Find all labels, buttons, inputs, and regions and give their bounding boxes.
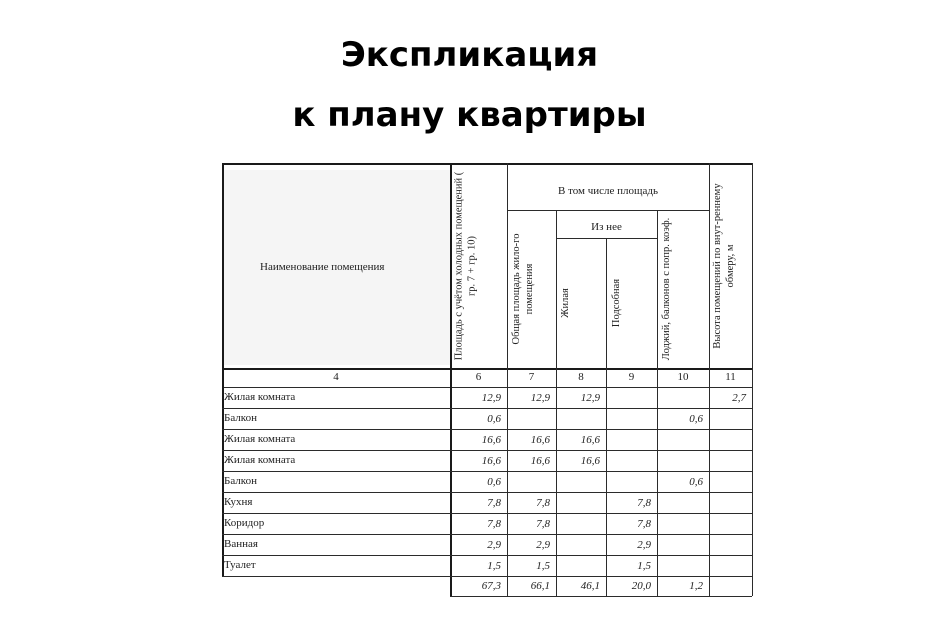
- value-cell-c7: 7,8: [536, 518, 550, 530]
- value-cell-c9: 1,5: [637, 560, 651, 572]
- room-name-cell: Коридор: [224, 517, 265, 529]
- row-separator: [222, 408, 752, 409]
- total-cell-c8: 46,1: [580, 580, 600, 592]
- row-separator: [222, 429, 752, 430]
- room-name-cell: Жилая комната: [224, 433, 296, 445]
- value-cell-c8: 12,9: [580, 392, 600, 404]
- row-separator: [222, 471, 752, 472]
- header-of-which: Из нее: [591, 221, 622, 233]
- table-top-border: [222, 163, 752, 165]
- room-name-cell: Балкон: [224, 475, 257, 487]
- column-number-7: 7: [528, 371, 535, 383]
- value-cell-c6: 7,8: [487, 518, 501, 530]
- document-title-line-2: к плану квартиры: [292, 95, 647, 135]
- value-cell-c6: 1,5: [487, 560, 501, 572]
- header-including: В том числе площадь: [557, 185, 658, 197]
- header-auxiliary: Подсобная: [610, 278, 622, 328]
- row-separator: [222, 555, 752, 556]
- value-cell-c8: 16,6: [580, 455, 600, 467]
- room-name-cell: Жилая комната: [224, 391, 296, 403]
- value-cell-c6: 16,6: [481, 434, 501, 446]
- value-cell-c10: 0,6: [689, 476, 703, 488]
- value-cell-c7: 16,6: [530, 455, 550, 467]
- total-cell-c10: 1,2: [689, 580, 703, 592]
- total-cell-c9: 20,0: [631, 580, 651, 592]
- room-name-cell: Ванная: [224, 538, 258, 550]
- table-right-border: [752, 163, 753, 596]
- row-separator: [222, 513, 752, 514]
- column-number-6: 6: [475, 371, 482, 383]
- header-loggias: Лоджий, балконов с попр. коэф.: [661, 217, 672, 361]
- room-name-cell: Туалет: [224, 559, 256, 571]
- header-room-name: Наименование помещения: [260, 261, 385, 273]
- column-number-10: 10: [677, 371, 689, 383]
- value-cell-c6: 16,6: [481, 455, 501, 467]
- value-cell-c7: 12,9: [530, 392, 550, 404]
- value-cell-c6: 0,6: [487, 413, 501, 425]
- row-separator: [222, 450, 752, 451]
- row-separator: [222, 534, 752, 535]
- totals-bottom-border: [450, 596, 752, 597]
- value-cell-c6: 7,8: [487, 497, 501, 509]
- value-cell-c6: 2,9: [487, 539, 501, 551]
- column-divider-10: [657, 210, 658, 596]
- value-cell-c7: 16,6: [530, 434, 550, 446]
- value-cell-c8: 16,6: [580, 434, 600, 446]
- total-cell-c7: 66,1: [530, 580, 550, 592]
- value-cell-c7: 2,9: [536, 539, 550, 551]
- column-number-8: 8: [578, 371, 584, 383]
- column-number-9: 9: [628, 371, 635, 383]
- column-number-11: 11: [725, 371, 736, 383]
- value-cell-c6: 12,9: [481, 392, 501, 404]
- header-living: Жилая: [560, 288, 571, 318]
- room-name-cell: Жилая комната: [224, 454, 296, 466]
- room-name-cell: Кухня: [224, 496, 253, 508]
- header-height: Высота помещений по внут-реннему обмеру, м: [711, 182, 736, 349]
- row-separator: [222, 576, 752, 577]
- value-cell-c7: 1,5: [536, 560, 550, 572]
- total-cell-c6: 67,3: [481, 580, 501, 592]
- header-bottom-border: [222, 368, 752, 370]
- row-separator: [222, 492, 752, 493]
- header-total-with-cold: Площадь с учётом холодных помещений ( гр. 7 + гр. 10): [453, 171, 478, 360]
- value-cell-c9: 2,9: [637, 539, 651, 551]
- table-left-border: [222, 163, 224, 576]
- value-cell-c10: 0,6: [689, 413, 703, 425]
- header-living-total: Общая площадь жило-го помещения: [510, 233, 535, 345]
- value-cell-c6: 0,6: [487, 476, 501, 488]
- room-name-cell: Балкон: [224, 412, 257, 424]
- column-number-4: 4: [333, 371, 339, 383]
- column-numbers-bottom-border: [222, 387, 752, 388]
- value-cell-c7: 7,8: [536, 497, 550, 509]
- header-including-divider: [507, 210, 709, 211]
- value-cell-c9: 7,8: [637, 497, 651, 509]
- value-cell-c11: 2,7: [732, 392, 746, 404]
- value-cell-c9: 7,8: [637, 518, 651, 530]
- document-title-line-1: Экспликация: [340, 35, 599, 75]
